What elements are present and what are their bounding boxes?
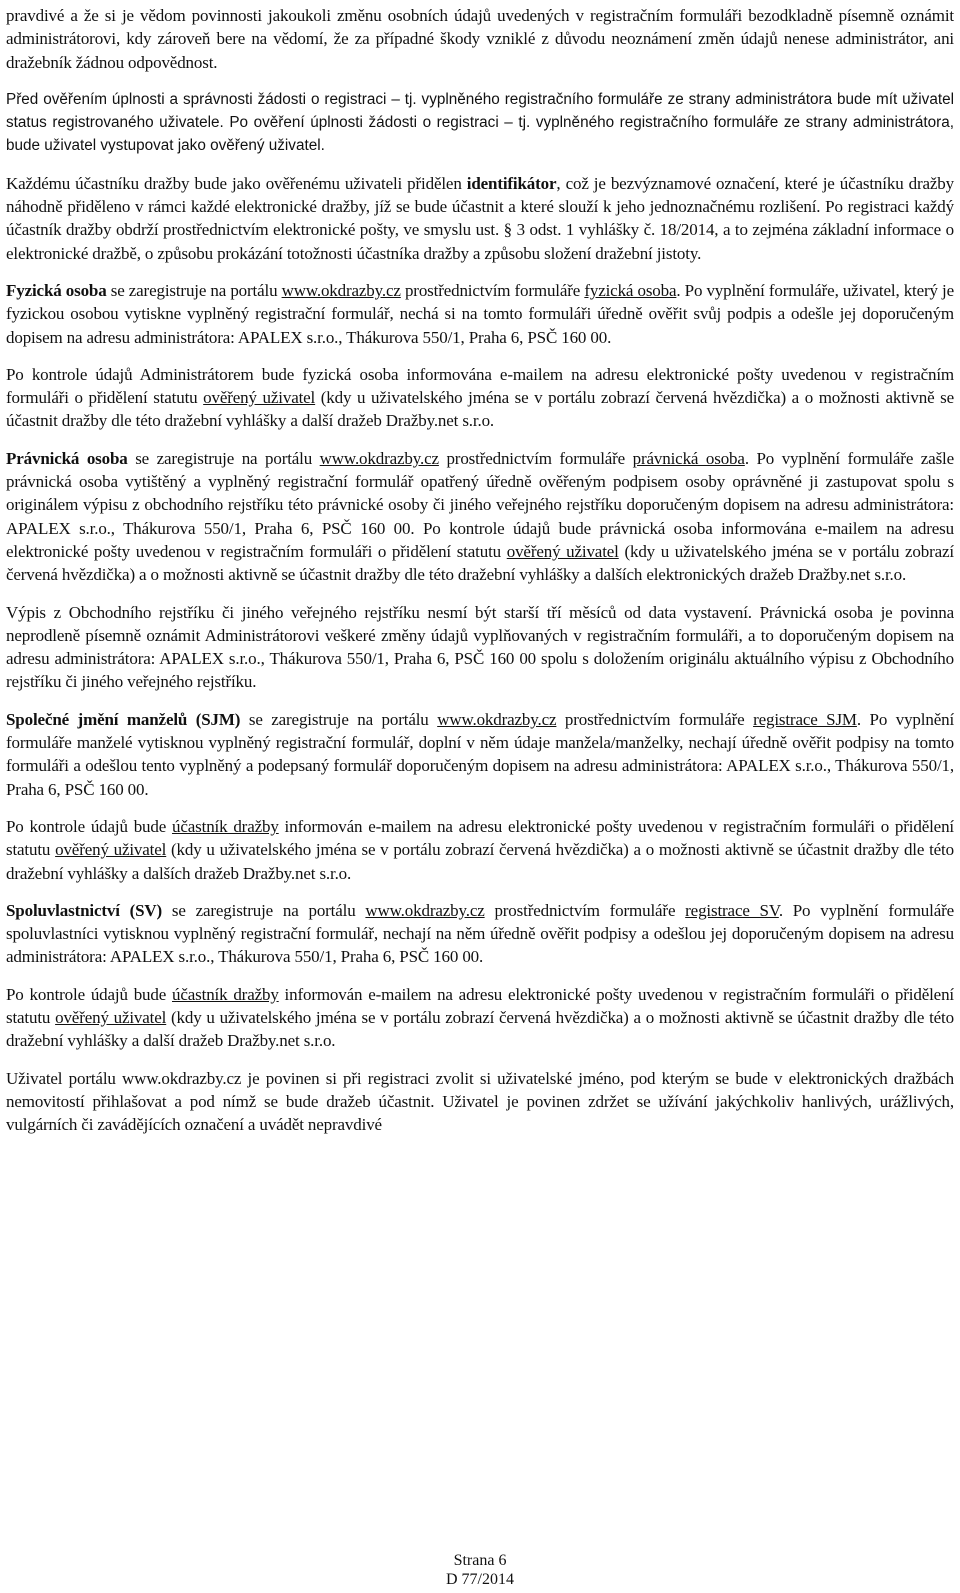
text: informován e-mailem na adresu elektronické pošty uvedenou v registračním formuláři o přidělení statutu bbox=[6, 816, 954, 860]
text: prostřednictvím formuláře bbox=[484, 900, 686, 920]
text: pravdivé a že si je vědom povinnosti jakoukoli změnu osobních údajů uvedených v registračním formuláři bezodkladně písemně oznámit administrátorovi, kdy zároveň bere na vědomí, že za případné škody vzniklé z důvodu neoznámení změn údajů nenese administrátor, ani dražebník žádnou odpovědnost. bbox=[6, 6, 954, 72]
heading-legal-person: Právnická osoba bbox=[6, 448, 128, 468]
paragraph-identifier bbox=[6, 172, 954, 265]
paragraph-sjm bbox=[6, 708, 954, 801]
paragraph-co-ownership-verification bbox=[6, 983, 954, 1053]
text: se zaregistruje na portálu bbox=[106, 280, 282, 300]
form-link-natural-person[interactable]: fyzická osoba bbox=[584, 280, 677, 300]
text: se zaregistruje na portálu bbox=[240, 709, 438, 729]
paragraph-notification-duty bbox=[6, 4, 954, 74]
text: Každému účastníku dražby bude jako ověřenému uživateli přidělen bbox=[6, 173, 467, 193]
text: (kdy u uživatelského jména se v portálu zobrazí červená hvězdička) a o možnosti aktivně se účastnit dražby dle této dražební vyhlášky a další dražeb Dražby.net s.r.o. bbox=[6, 1007, 954, 1051]
heading-sjm: Společné jmění manželů (SJM) bbox=[6, 709, 241, 729]
paragraph-registration-status bbox=[6, 88, 954, 158]
form-link-sjm[interactable]: registrace SJM bbox=[753, 709, 857, 729]
portal-link[interactable]: www.okdrazby.cz bbox=[365, 900, 485, 920]
text: Výpis z Obchodního rejstříku či jiného veřejného rejstříku nesmí být starší tří měsíců od data vystavení. Právnická osoba je povinna neprodleně písemně oznámit Administrátorovi veškeré změny údajů vyplňovaných v registračním formuláři, a to doporučeným dopisem na adresu administrátora: APALEX s.r.o., Thákurova 550/1, Praha 6, PSČ 160 00 spolu s doložením originálu aktuálního výpisu z Obchodního rejstříku či jiného veřejného rejstříku. bbox=[6, 602, 954, 692]
heading-co-ownership: Spoluvlastnictví (SV) bbox=[6, 900, 163, 920]
text: (kdy u uživatelského jména se v portálu zobrazí červená hvězdička) a o možnosti aktivně se účastnit dražby dle této dražební vyhlášky a další dražeb Dražby.net s.r.o. bbox=[6, 388, 954, 431]
text: Po kontrole údajů Administrátorem bude fyzická osoba informována e-mailem na adresu elektronické pošty uvedenou v registračním formuláři o přidělení statutu bbox=[6, 364, 954, 408]
text: Uživatel portálu www.okdrazby.cz je povinen si při registraci zvolit si uživatelské jméno, pod kterým se bude v elektronických dražbách nemovitostí přihlašovat a pod nímž se bude dražeb účastnit. Uživatel je povinen zdržet se užívání jakýchkoliv hanlivých, urážlivých, vulgárních či zavádějících označení a uvádět nepravdivé bbox=[6, 1068, 954, 1135]
text: (kdy u uživatelského jména se v portálu zobrazí červená hvězdička) a o možnosti aktivně se účastnit dražby dle této dražební vyhlášky a dalších dražeb Dražby.net s.r.o. bbox=[6, 840, 954, 883]
page-number: Strana 6 bbox=[453, 1552, 507, 1569]
text: Po kontrole údajů bude bbox=[6, 816, 173, 836]
auction-participant-term: účastník dražby bbox=[172, 816, 279, 836]
text: . Po vyplnění formuláře, uživatel, který je fyzickou osobou vytiskne vyplněný registrační formulář, nechá si na tomto formuláři úředně ověřit svůj podpis a odešle jej doporučeným dopisem na adresu administrátora: APALEX s.r.o., Thákurova 550/1, Praha 6, PSČ 160 00. bbox=[6, 280, 955, 347]
paragraph-natural-person-verification bbox=[6, 363, 954, 433]
heading-natural-person: Fyzická osoba bbox=[6, 280, 107, 300]
verified-user-term: ověřený uživatel bbox=[203, 388, 316, 408]
paragraph-co-ownership bbox=[6, 899, 954, 969]
text: . Po vyplnění formuláře manželé vytisknou vyplněný registrační formulář, doplní v něm údaje manžela/manželky, nechají úředně ověřit podpisy na tomto formuláři a odešlou tento vyplněný a podepsaný formulář doporučeným dopisem na adresu administrátora: APALEX s.r.o., Thákurova 550/1, Praha 6, PSČ 160 00. bbox=[6, 709, 955, 799]
text: prostřednictvím formuláře bbox=[556, 709, 754, 729]
text: se zaregistruje na portálu bbox=[162, 900, 366, 920]
text: , což je bezvýznamové označení, které je účastníku dražby náhodně přiděleno v rámci každé elektronické dražby, jíž se bude účastnit a které slouží k jeho jednoznačnému rozlišení. Po registraci každý účastník dražby obdrží prostřednictvím elektronické pošty, ve smyslu ust. § 3 odst. 1 vyhlášky č. 18/2014, a to zejména základní informace o elektronické dražbě, o způsobu prokázání totožnosti účastníka dražby a způsobu složení dražební jistoty. bbox=[6, 173, 954, 263]
text: Před ověřením úplnosti a správnosti žádosti o registraci – tj. vyplněného registračního formuláře ze strany administrátora bude mít uživatel status registrovaného uživatele. Po ověření úplnosti žádosti o registraci – tj. vyplněného registračního formuláře ze strany administrátora, bude uživatel vystupovat jako ověřený uživatel. bbox=[6, 90, 954, 155]
paragraph-register-extract bbox=[6, 601, 954, 694]
portal-link[interactable]: www.okdrazby.cz bbox=[319, 448, 439, 468]
text: prostřednictvím formuláře bbox=[400, 280, 585, 300]
paragraph-sjm-verification bbox=[6, 815, 954, 885]
text: prostřednictvím formuláře bbox=[438, 448, 633, 468]
form-link-sv[interactable]: registrace SV bbox=[685, 900, 779, 920]
paragraph-legal-person bbox=[6, 447, 954, 587]
document-reference: D 77/2014 bbox=[446, 1571, 514, 1588]
text: . Po vyplnění formuláře zašle právnická osoba vytištěný a vyplněný registrační formulář opatřený úředně ověřeným podpisem osoby oprávněné ji zastupovat spolu s originálem výpisu z obchodního rejstříku této právnické osoby či jiného veřejného rejstříku doporučeným dopisem na adresu administrátora: APALEX s.r.o., Thákurova 550/1, Praha 6, PSČ 160 00. Po kontrole údajů bude právnická osoba informována e-mailem na adresu elektronické pošty uvedenou v registračním formuláři o přidělení statutu bbox=[6, 448, 955, 561]
page-footer bbox=[0, 1551, 960, 1589]
paragraph-username bbox=[6, 1067, 954, 1137]
verified-user-term: ověřený uživatel bbox=[55, 840, 167, 860]
verified-user-term: ověřený uživatel bbox=[55, 1007, 167, 1027]
text: informován e-mailem na adresu elektronické pošty uvedenou v registračním formuláři o přidělení statutu bbox=[6, 984, 954, 1027]
text: (kdy u uživatelského jména se v portálu zobrazí červená hvězdička) a o možnosti aktivně se účastnit dražby dle této dražební vyhlášky a dalších elektronických dražeb Dražby.net s.r.o. bbox=[6, 541, 954, 585]
text: . Po vyplnění formuláře spoluvlastníci vytisknou vyplněný registrační formulář, nechají na něm úředně ověřit podpisy a odešlou jej doporučeným dopisem na adresu administrátora: APALEX s.r.o., Thákurova 550/1, Praha 6, PSČ 160 00. bbox=[6, 900, 955, 967]
portal-link[interactable]: www.okdrazby.cz bbox=[437, 709, 557, 729]
auction-participant-term: účastník dražby bbox=[172, 984, 279, 1004]
verified-user-term: ověřený uživatel bbox=[506, 541, 619, 561]
identifier-term: identifikátor bbox=[466, 173, 557, 193]
text: se zaregistruje na portálu bbox=[127, 448, 320, 468]
text: Po kontrole údajů bude bbox=[6, 984, 173, 1004]
portal-link[interactable]: www.okdrazby.cz bbox=[281, 280, 401, 300]
paragraph-natural-person bbox=[6, 279, 954, 349]
form-link-legal-person[interactable]: právnická osoba bbox=[632, 448, 745, 468]
